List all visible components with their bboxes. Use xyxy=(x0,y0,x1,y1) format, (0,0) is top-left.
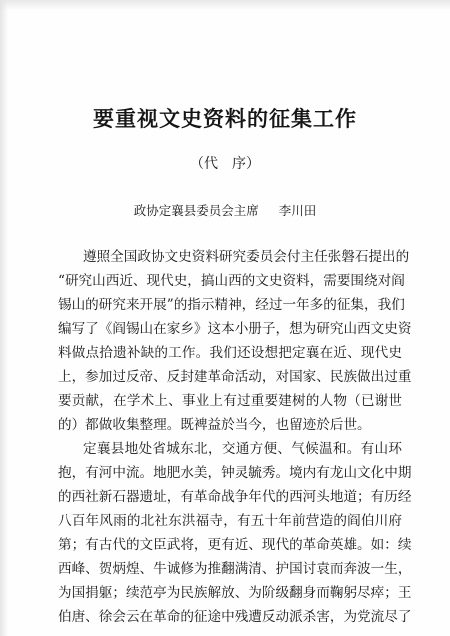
text-line: 编写了《阎锡山在家乡》这本小册子，想为研究山西文史资 xyxy=(58,321,412,337)
scan-shadow-left xyxy=(0,0,8,636)
page-subtitle: （代 序） xyxy=(190,156,260,172)
text-line: “研究山西近、现代史，搞山西的文史资料，需要围绕对阎 xyxy=(58,273,405,289)
page-title: 要重视文史资料的征集工作 xyxy=(93,106,357,131)
text-line: 西峰、贺炳煌、牛诚修为推翻满清、护国讨袁而奔波一生， xyxy=(58,561,412,577)
author-title: 政协定襄县委员会主席 xyxy=(133,203,259,218)
text-line: 上，参加过反帝、反封建革命活动，对国家、民族做出过重 xyxy=(58,369,412,385)
text-line: 伯唐、徐会云在革命的征途中残遭反动派杀害，为党流尽了 xyxy=(58,609,412,625)
text-line: 的西社新石器遗址，有革命战争年代的西河头地道；有历经 xyxy=(58,489,412,505)
text-line: 遵照全国政协文史资料研究委员会付主任张磐石提出的 xyxy=(83,249,410,265)
text-line: 八百年风雨的北社东洪福寺，有五十年前营造的阎伯川府 xyxy=(58,513,402,529)
text-line: 抱，有河中流。地肥水美，钟灵毓秀。境内有龙山文化中期 xyxy=(58,465,412,481)
author-line xyxy=(0,201,450,219)
text-line: 为国捐躯；续范亭为民族解放、为阶级翻身而鞠躬尽瘁；王 xyxy=(58,585,412,601)
body-text xyxy=(58,245,412,629)
text-line: 锡山的研究来开展”的指示精神，经过一年多的征集，我们 xyxy=(58,297,405,313)
text-line: 料做点拾遗补缺的工作。我们还设想把定襄在近、现代史 xyxy=(58,345,402,361)
text-line: 的）都做收集整理。既裨益於当今，也留迹於后世。 xyxy=(58,417,371,433)
author-name: 李川田 xyxy=(278,203,317,218)
scan-shadow-top xyxy=(0,0,450,10)
text-line: 第；有古代的文臣武将，更有近、现代的革命英雄。如：续 xyxy=(58,537,412,553)
text-line: 要贡献，在学术上、事业上有过重要建树的人物（已谢世 xyxy=(58,393,402,409)
text-line: 定襄县地处省城东北，交通方便、气候温和。有山环 xyxy=(83,441,402,457)
